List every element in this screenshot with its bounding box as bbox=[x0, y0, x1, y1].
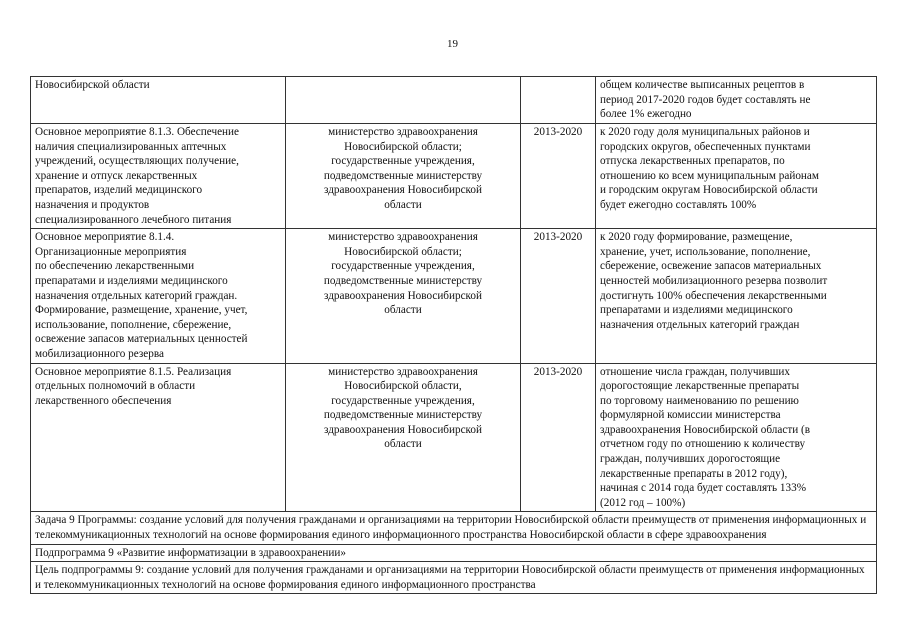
event-cell: Основное мероприятие 8.1.4. Организационные мероприятия по обеспечению лекарственными препаратами и изделиями медицинского назначения отдельных категорий граждан. Формирование, размещение, хранение, учет, использование, пополнение, сбережение, освежение запасов материальных ценностей мобилизационного резерва bbox=[31, 229, 286, 363]
indicator-cell: к 2020 году доля муниципальных районов и городских округов, обеспеченных пунктами отпуска лекарственных препаратов, по отношению ко всем муниципальным районам и городским округам Новосибирской области будет ежегодно составлять 100% bbox=[596, 124, 877, 229]
executor-cell: министерство здравоохранения Новосибирской области, государственные учреждения, подведомственные министерству здравоохранения Новосибирской области bbox=[286, 363, 521, 512]
task-9-row: Задача 9 Программы: создание условий для получения гражданами и организациями на территории Новосибирской области преимуществ от применения информационных и телекоммуникационных технологий на основе формирования единого информационного пространства Новосибирской области в сфере здравоохранения bbox=[31, 512, 877, 544]
event-cell: Новосибирской области bbox=[31, 77, 286, 124]
table-row bbox=[31, 363, 877, 512]
term-cell bbox=[521, 77, 596, 124]
table-row bbox=[31, 512, 877, 544]
indicator-cell: к 2020 году формирование, размещение, хранение, учет, использование, пополнение, сбережение, освежение запасов материальных ценностей мобилизационного резерва позволит достигнуть 100% обеспечения лекарственными препаратами и изделиями медицинского назначения отдельных категорий граждан bbox=[596, 229, 877, 363]
indicator-cell: общем количестве выписанных рецептов в период 2017-2020 годов будет составлять не более 1% ежегодно bbox=[596, 77, 877, 124]
page-number: 19 bbox=[447, 38, 458, 50]
event-cell: Основное мероприятие 8.1.5. Реализация отдельных полномочий в области лекарственного обеспечения bbox=[31, 363, 286, 512]
table-row bbox=[31, 124, 877, 229]
executor-cell: министерство здравоохранения Новосибирской области; государственные учреждения, подведомственные министерству здравоохранения Новосибирской области bbox=[286, 124, 521, 229]
term-cell: 2013-2020 bbox=[521, 363, 596, 512]
subprogram-9-row: Подпрограмма 9 «Развитие информатизации в здравоохранении» bbox=[31, 544, 877, 562]
table-row bbox=[31, 77, 877, 124]
measures-table bbox=[30, 76, 877, 594]
executor-cell: министерство здравоохранения Новосибирской области; государственные учреждения, подведомственные министерству здравоохранения Новосибирской области bbox=[286, 229, 521, 363]
table-row bbox=[31, 562, 877, 594]
table-row bbox=[31, 544, 877, 562]
table-row bbox=[31, 229, 877, 363]
term-cell: 2013-2020 bbox=[521, 229, 596, 363]
event-cell: Основное мероприятие 8.1.3. Обеспечение наличия специализированных аптечных учреждений, осуществляющих получение, хранение и отпуск лекарственных препаратов, изделий медицинского назначения и продуктов специализированного лечебного питания bbox=[31, 124, 286, 229]
term-cell: 2013-2020 bbox=[521, 124, 596, 229]
indicator-cell: отношение числа граждан, получивших дорогостоящие лекарственные препараты по торговому наименованию по решению формулярной комиссии министерства здравоохранения Новосибирской области (в отчетном году по отношению к количеству граждан, получивших дорогостоящие лекарственные препараты в 2012 году), начиная с 2014 года будет составлять 133% (2012 год – 100%) bbox=[596, 363, 877, 512]
executor-cell bbox=[286, 77, 521, 124]
goal-9-row: Цель подпрограммы 9: создание условий для получения гражданами и организациями на территории Новосибирской области преимуществ от применения информационных и телекоммуникационных технологий на основе формирования единого информационного пространства bbox=[31, 562, 877, 594]
